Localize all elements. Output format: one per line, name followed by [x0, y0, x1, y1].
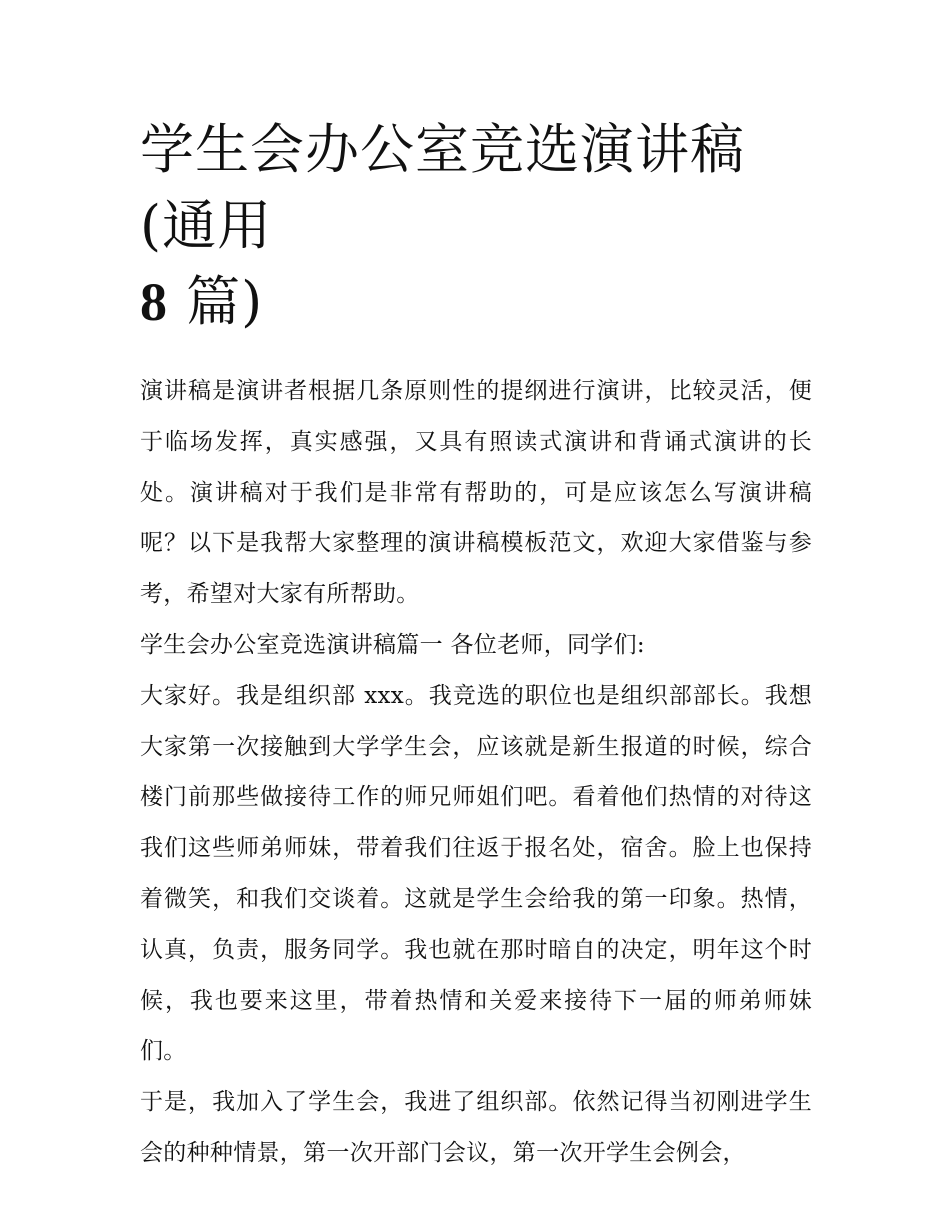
- continuation-paragraph: 于是，我加入了学生会，我进了组织部。依然记得当初刚进学生会的种种情景，第一次开部门会议，第一次开学生会例会，: [140, 1089, 812, 1166]
- title-number: 8: [140, 272, 168, 332]
- document-page: [140, 112, 812, 1179]
- intro-paragraph: 演讲稿是演讲者根据几条原则性的提纲进行演讲，比较灵活，便于临场发挥，真实感强，又具有照读式演讲和背诵式演讲的长处。演讲稿对于我们是非常有帮助的，可是应该怎么写演讲稿呢？以下是我帮大家整理的演讲稿模板范文，欢迎大家借鉴与参考，希望对大家有所帮助。: [140, 378, 812, 608]
- section-heading-paragraph: 学生会办公室竞选演讲稿篇一 各位老师，同学们:: [140, 631, 645, 658]
- title-text-part2: 篇): [186, 270, 264, 333]
- document-title: [140, 112, 812, 340]
- document-body: [140, 366, 812, 1179]
- title-text-part1: 学生会办公室竞选演讲稿(通用: [140, 118, 745, 257]
- greeting-paragraph: 大家好。我是组织部 xxx。我竞选的职位也是组织部部长。我想大家第一次接触到大学学生会，应该就是新生报道的时候，综合楼门前那些做接待工作的师兄师姐们吧。看着他们热情的对待这我们这些师弟师妹，带着我们往返于报名处，宿舍。脸上也保持着微笑，和我们交谈着。这就是学生会给我的第一印象。热情，认真，负责，服务同学。我也就在那时暗自的决定，明年这个时候，我也要来这里，带着热情和关爱来接待下一届的师弟师妹们。: [140, 682, 812, 1065]
